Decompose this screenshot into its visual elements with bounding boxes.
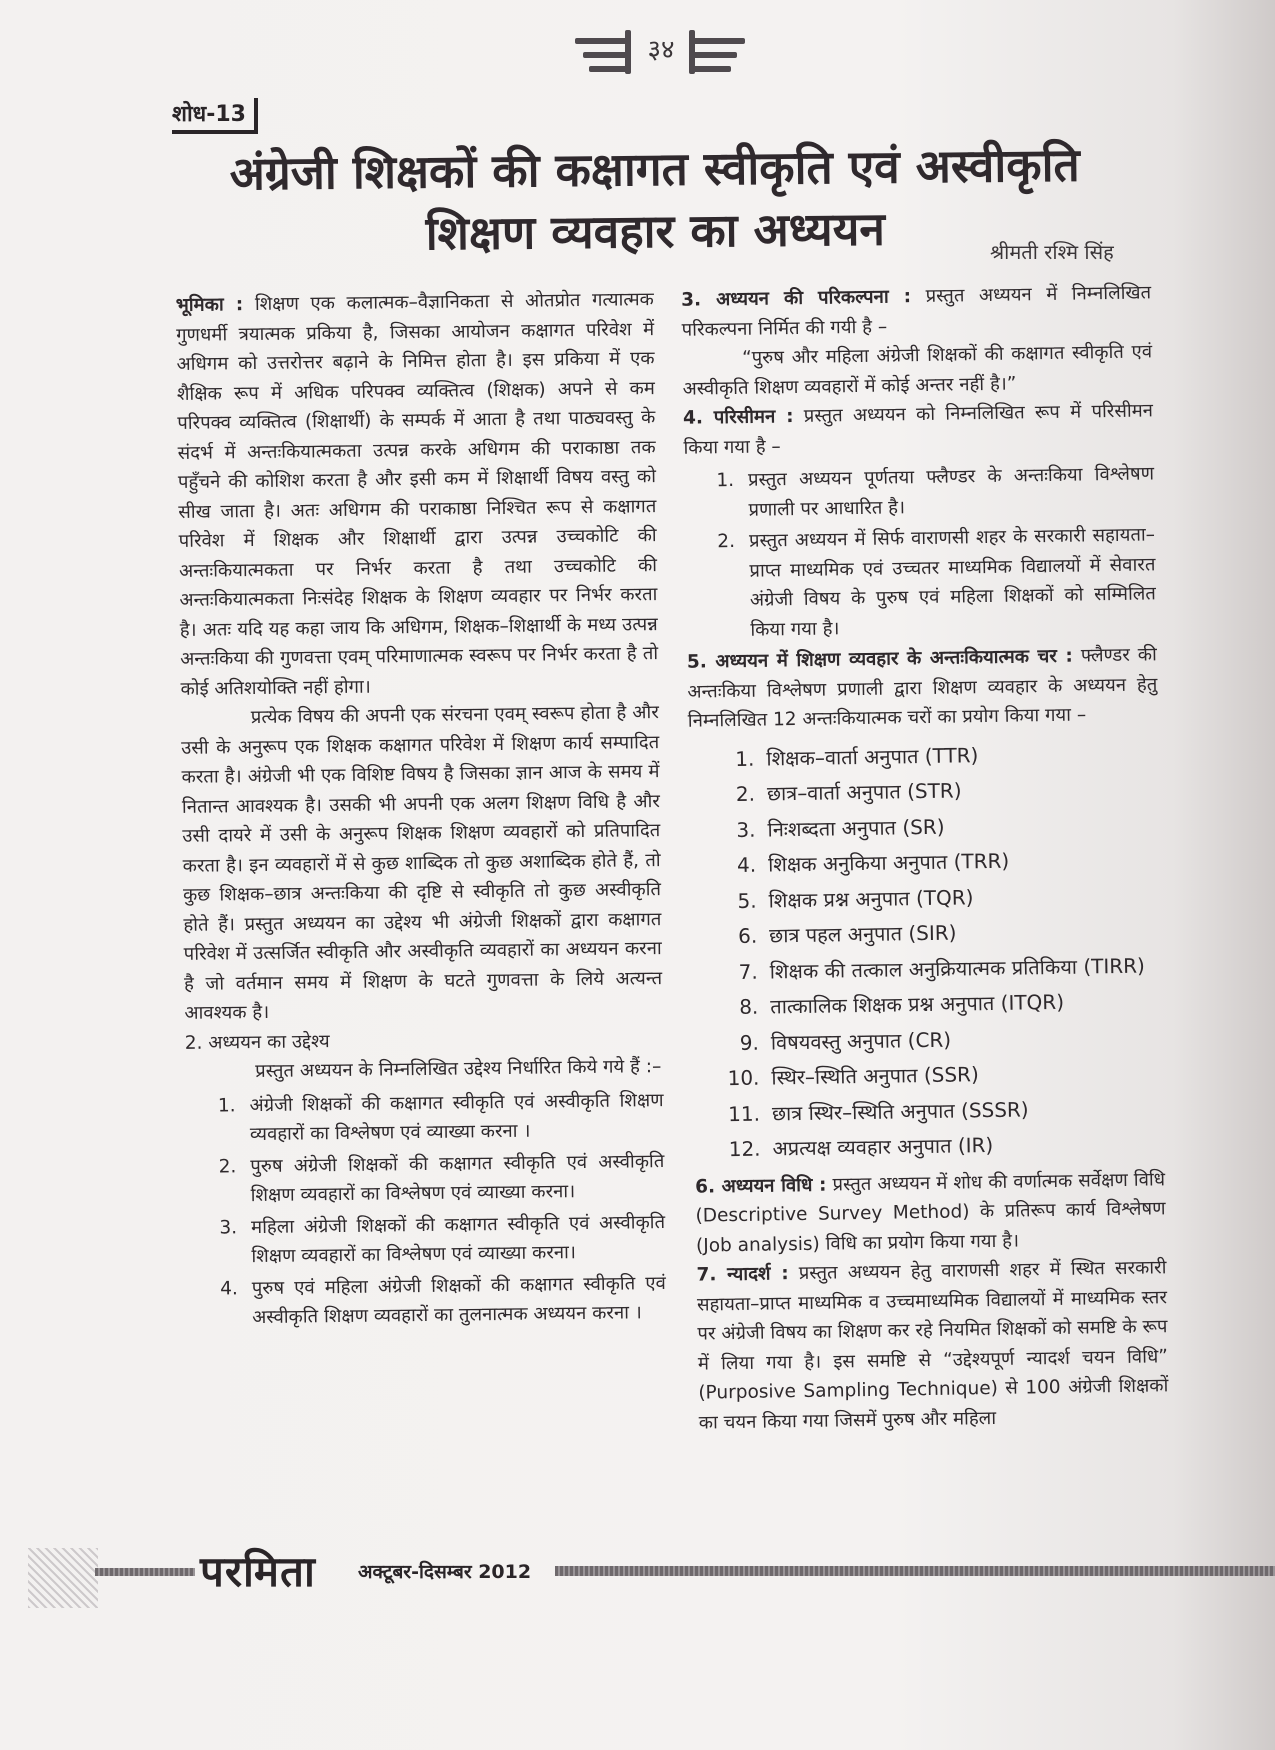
list-item: 1. शिक्षक–वार्ता अनुपात (TTR) (735, 742, 979, 771)
list-item: 4. पुरुष एवं महिला अंग्रेजी शिक्षकों की कक्षागत स्वीकृति एवं अस्वीकृति शिक्षण व्यवहारों का तुलनात्मक अध्ययन करना । (220, 1272, 666, 1329)
list-item: 4. शिक्षक अनुकिया अनुपात (TRR) (736, 848, 1010, 877)
variables-label: 5. अध्ययन में शिक्षण व्यवहार के अन्तःकियात्मक चर : (686, 645, 1074, 673)
issue-date: अक्टूबर-दिसम्बर 2012 (358, 1561, 532, 1583)
list-item: 2. प्रस्तुत अध्ययन में सिर्फ वाराणसी शहर के सरकारी सहायता–प्राप्त माध्यमिक एवं उच्चतर माध्यमिक विद्यालयों में सेवारत अंग्रेजी विषय के पुरुष एवं महिला शिक्षकों को सम्मिलित किया गया है। (717, 524, 1157, 641)
sample-text: प्रस्तुत अध्ययन हेतु वाराणसी शहर में स्थित सरकारी सहायता–प्राप्त माध्यमिक व उच्चमाध्यमिक विद्यालयों में माध्यमिक स्तर पर अंग्रेजी विषय का शिक्षण कर रहे नियमित शिक्षकों को समष्टि के रूप में लिया गया है। इस समष्टि से “उद्देश्यपूर्ण न्यादर्श चयन विधि” (Purposive Sampling Technique) से 100 अंग्रेजी शिक्षकों का चयन किया गया जिसमें पुरुष और महिला (696, 1257, 1169, 1434)
method-paragraph (695, 1165, 1166, 1261)
list-item: 12. अप्रत्यक्ष व्यवहार अनुपात (IR) (728, 1132, 994, 1162)
title-line-1: अंग्रेजी शिक्षकों की कक्षागत स्वीकृति एवं अस्वीकृति (229, 137, 1080, 201)
hypothesis-label: 3. अध्ययन की परिकल्पना : (681, 286, 912, 311)
title-line-2: शिक्षण व्यवहार का अध्ययन (425, 201, 886, 261)
variables-text: फ्लैण्डर की अन्तःकिया विश्लेषण प्रणाली द्वारा शिक्षण व्यवहार के अध्ययन हेतु निम्नलिखित 12 अन्तःकियात्मक चरों का प्रयोग किया गया – (687, 644, 1158, 732)
page-number-ornament (575, 22, 745, 82)
intro-text: शिक्षण एक कलात्मक–वैज्ञानिकता से ओतप्रोत गत्यात्मक गुणधर्मी त्रयात्मक प्रकिया है, जिसका आयोजन कक्षागत परिवेश में अधिगम को उत्तरोत्तर बढ़ाने के निमित्त होता है। इस प्रकिया में एक शैक्षिक रूप में अधिक परिपक्व व्यक्तित्व (शिक्षक) अपने से कम परिपक्व व्यक्तित्व (शिक्षार्थी) के सम्पर्क में आता है तथा पाठ्यवस्तु के संदर्भ में अन्तःकियात्मकता उत्पन्न करके अधिगम की पराकाष्ठा तक पहुँचने की कोशिश करता है और इसी कम में शिक्षार्थी विषय वस्तु को सीख जाता है। अतः अधिगम की पराकाष्ठा निश्चित रूप से कक्षागत परिवेश में शिक्षक और शिक्षार्थी द्वारा उत्पन्न उच्चकोटि की अन्तःकियात्मकता पर निर्भर करता है तथा उच्चकोटि की अन्तःकियात्मकता निःसंदेह शिक्षक के शिक्षण व्यवहार पर निर्भर करता है। अतः यदि यह कहा जाय कि अधिगम, शिक्षक–शिक्षार्थी के मध्य उत्पन्न अन्तःकिया की गुणवत्ता एवम् परिमाणात्मक स्वरूप पर निर्भर करता है तो कोई अतिशयोक्ति नहीं होगा। (176, 289, 659, 700)
sample-paragraph (696, 1253, 1169, 1437)
right-column (681, 278, 1169, 1437)
delimitation-label: 4. परिसीमन : (682, 406, 794, 429)
journal-logo: परमिता (200, 1547, 316, 1596)
list-item: 1. अंग्रेजी शिक्षकों की कक्षागत स्वीकृति एवं अस्वीकृति शिक्षण व्यवहारों का विश्लेषण एवं व्याख्या करना । (217, 1089, 664, 1146)
hypothesis-paragraph (681, 278, 1152, 344)
objectives-list (185, 1086, 666, 1334)
list-item: 5. शिक्षक प्रश्न अनुपात (TQR) (737, 884, 974, 913)
method-label: 6. अध्ययन विधि : (694, 1174, 827, 1198)
paragraph-2: प्रत्येक विषय की अपनी एक संरचना एवम् स्वरूप होता है और उसी के अनुरूप एक शिक्षक कक्षागत परिवेश में शिक्षण कार्य सम्पादित करता है। अंग्रेजी भी एक विशिष्ट विषय है जिसका ज्ञान आज के समय में नितान्त आवश्यक है। उसकी भी अपनी एक अलग शिक्षण विधि है और उसी दायरे में उसी के अनुरूप शिक्षक शिक्षण व्यवहारों को प्रतिपादित करता है। इन व्यवहारों में से कुछ शाब्दिक तो कुछ अशाब्दिक होते हैं, तो कुछ शिक्षक–छात्र अन्तःकिया की दृष्टि से स्वीकृति तो कुछ अस्वीकृति होते हैं। प्रस्तुत अध्ययन का उद्देश्य भी अंग्रेजी शिक्षकों द्वारा कक्षागत परिवेश में उत्सर्जित स्वीकृति और अस्वीकृति व्यवहारों का अध्ययन करना है जो वर्तमान समय में शिक्षण के घटते गुणवत्ता के लिये अत्यन्त आवश्यक है। (181, 702, 663, 1024)
delimitation-text: प्रस्तुत अध्ययन को निम्नलिखित रूप में परिसीमन किया गया है – (683, 400, 1154, 459)
list-item: 10. स्थिर–स्थिति अनुपात (SSR) (727, 1062, 979, 1091)
objectives-heading: 2. अध्ययन का उद्देश्य (184, 1030, 330, 1054)
footer-rule-right (555, 1566, 1275, 1576)
list-item: 1. प्रस्तुत अध्ययन पूर्णतया फ्लैण्डर के अन्तःकिया विश्लेषण प्रणाली पर आधारित है। (716, 463, 1155, 521)
page-number: ३४ (647, 35, 675, 65)
footer-rule-left (95, 1568, 195, 1576)
list-item: 6. छात्र पहल अनुपात (SIR) (737, 920, 957, 948)
intro-label: भूमिका : (175, 294, 244, 316)
list-item: 3. निःशब्दता अनुपात (SR) (736, 814, 945, 842)
hypothesis-text: प्रस्तुत अध्ययन में निम्नलिखित परिकल्पना निर्मित की गयी है – (681, 282, 1152, 341)
list-item: 3. महिला अंग्रेजी शिक्षकों की कक्षागत स्वीकृति एवं अस्वीकृति शिक्षण व्यवहारों का विश्लेषण एवं व्याख्या करना। (219, 1211, 666, 1268)
list-item: 8. तात्कालिक शिक्षक प्रश्न अनुपात (ITQR) (739, 989, 1065, 1019)
list-item: 2. पुरुष अंग्रेजी शिक्षकों की कक्षागत स्वीकृति एवं अस्वीकृति शिक्षण व्यवहारों का विश्लेषण एवं व्याख्या करना। (218, 1150, 665, 1207)
objectives-intro: प्रस्तुत अध्ययन के निम्नलिखित उद्देश्य निर्धारित किये गये हैं :– (255, 1056, 662, 1083)
method-text: प्रस्तुत अध्ययन में शोध की वर्णात्मक सर्वेक्षण विधि (Descriptive Survey Method) के प्रतिरूप कार्य विश्लेषण (Job analysis) विधि का प्रयोग किया गया है। (695, 1168, 1166, 1257)
left-column (176, 285, 667, 1335)
hypothesis-quote: “पुरुष और महिला अंग्रेजी शिक्षकों की कक्षागत स्वीकृति एवं अस्वीकृति शिक्षण व्यवहारों में कोई अन्तर नहीं है।” (682, 341, 1153, 400)
list-item: 9. विषयवस्तु अनुपात (CR) (739, 1027, 952, 1055)
delimitation-list (684, 459, 1157, 645)
section-tag: शोध-13 (172, 98, 258, 134)
author-name: श्रीमती रश्मि सिंह (990, 240, 1114, 264)
sample-label: 7. न्यादर्श : (696, 1263, 789, 1286)
intro-paragraph (176, 285, 659, 704)
list-item: 7. शिक्षक की तत्काल अनुक्रियात्मक प्रतिकिया (TIRR) (738, 953, 1146, 984)
delimitation-paragraph (683, 396, 1154, 462)
list-item: 11. छात्र स्थिर–स्थिति अनुपात (SSSR) (727, 1096, 1029, 1126)
variables-list (688, 735, 1165, 1168)
page-footer (0, 1542, 1275, 1602)
variables-paragraph (687, 640, 1158, 736)
list-item: 2. छात्र–वार्ता अनुपात (STR) (735, 778, 962, 806)
